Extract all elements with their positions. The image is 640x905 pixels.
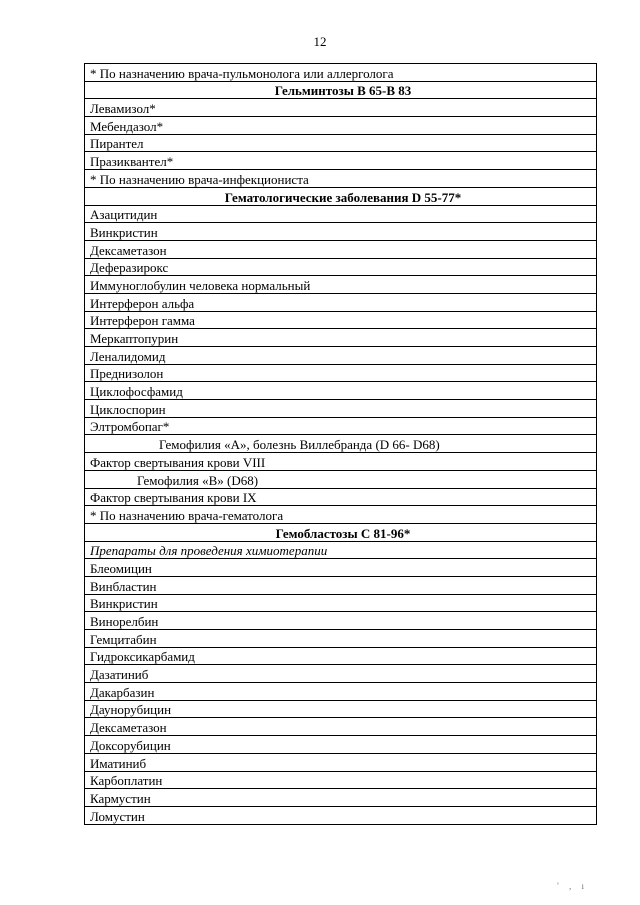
table-cell: Кармустин: [85, 789, 597, 807]
table-cell: Левамизол*: [85, 99, 597, 117]
table-cell: Интерферон гамма: [85, 311, 597, 329]
table-cell: Меркаптопурин: [85, 329, 597, 347]
table-cell: Блеомицин: [85, 559, 597, 577]
table-cell: Гемофилия «А», болезнь Виллебранда (D 66- D68): [85, 435, 597, 453]
page-number: 12: [313, 34, 327, 49]
drug-row: [85, 594, 597, 612]
table-cell: Мебендазол*: [85, 117, 597, 135]
table-cell: Иматиниб: [85, 753, 597, 771]
table-cell: Винорелбин: [85, 612, 597, 630]
table-cell: Дазатиниб: [85, 665, 597, 683]
drug-row: [85, 665, 597, 683]
table-cell: Циклоспорин: [85, 400, 597, 418]
table-cell: Гематологические заболевания D 55-77*: [85, 187, 597, 205]
drug-row: [85, 700, 597, 718]
table-cell: Преднизолон: [85, 364, 597, 382]
table-cell: Гемобластозы С 81-96*: [85, 523, 597, 541]
drug-row: [85, 771, 597, 789]
table-cell: Карбоплатин: [85, 771, 597, 789]
table-cell: Даунорубицин: [85, 700, 597, 718]
footnote-row: [85, 506, 597, 524]
drug-row: [85, 718, 597, 736]
drug-row: [85, 576, 597, 594]
drug-row: [85, 276, 597, 294]
table-cell: Дексаметазон: [85, 240, 597, 258]
table-cell: * По назначению врача-гематолога: [85, 506, 597, 524]
drug-row: [85, 240, 597, 258]
drug-row: [85, 612, 597, 630]
drug-row: [85, 806, 597, 824]
table-cell: Азацитидин: [85, 205, 597, 223]
drug-list-table: [84, 63, 597, 825]
drug-row: [85, 134, 597, 152]
drug-row: [85, 753, 597, 771]
table-cell: Элтромбопаг*: [85, 417, 597, 435]
table-cell: Гемцитабин: [85, 630, 597, 648]
table-cell: Ломустин: [85, 806, 597, 824]
drug-row: [85, 364, 597, 382]
drug-row: [85, 205, 597, 223]
table-cell: Деферазирокс: [85, 258, 597, 276]
drug-row: [85, 453, 597, 471]
table-cell: Доксорубицин: [85, 736, 597, 754]
drug-row: [85, 382, 597, 400]
table-cell: Гемофилия «В» (D68): [85, 470, 597, 488]
table-cell: Интерферон альфа: [85, 293, 597, 311]
drug-row: [85, 117, 597, 135]
table-cell: Винкристин: [85, 594, 597, 612]
table-cell: Пирантел: [85, 134, 597, 152]
drug-row: [85, 258, 597, 276]
section-heading: [85, 523, 597, 541]
drug-row: [85, 223, 597, 241]
drug-row: [85, 789, 597, 807]
subsection-heading: [85, 470, 597, 488]
drug-row: [85, 329, 597, 347]
footnote-row: [85, 170, 597, 188]
drug-row: [85, 417, 597, 435]
drug-row: [85, 400, 597, 418]
section-heading: [85, 81, 597, 99]
table-cell: * По назначению врача-инфекциониста: [85, 170, 597, 188]
table-cell: Леналидомид: [85, 347, 597, 365]
table-cell: Дакарбазин: [85, 683, 597, 701]
drug-row: [85, 736, 597, 754]
section-heading: [85, 187, 597, 205]
drug-row: [85, 488, 597, 506]
scan-corner-marks: ' , ı: [557, 881, 588, 891]
group-caption: [85, 541, 597, 559]
table-cell: Иммуноглобулин человека нормальный: [85, 276, 597, 294]
drug-row: [85, 347, 597, 365]
table-cell: Препараты для проведения химиотерапии: [85, 541, 597, 559]
table-cell: Фактор свертывания крови VIII: [85, 453, 597, 471]
table-cell: Винбластин: [85, 576, 597, 594]
drug-row: [85, 630, 597, 648]
drug-row: [85, 683, 597, 701]
drug-row: [85, 311, 597, 329]
drug-row: [85, 293, 597, 311]
drug-row: [85, 99, 597, 117]
table-cell: Гидроксикарбамид: [85, 647, 597, 665]
table-cell: Празиквантел*: [85, 152, 597, 170]
table-cell: Фактор свертывания крови IX: [85, 488, 597, 506]
drug-row: [85, 152, 597, 170]
drug-row: [85, 647, 597, 665]
table-cell: Дексаметазон: [85, 718, 597, 736]
table-cell: Гельминтозы В 65-В 83: [85, 81, 597, 99]
footnote-row: [85, 64, 597, 82]
drug-row: [85, 559, 597, 577]
table-cell: Винкристин: [85, 223, 597, 241]
table-cell: * По назначению врача-пульмонолога или аллерголога: [85, 64, 597, 82]
table-cell: Циклофосфамид: [85, 382, 597, 400]
subsection-heading: [85, 435, 597, 453]
